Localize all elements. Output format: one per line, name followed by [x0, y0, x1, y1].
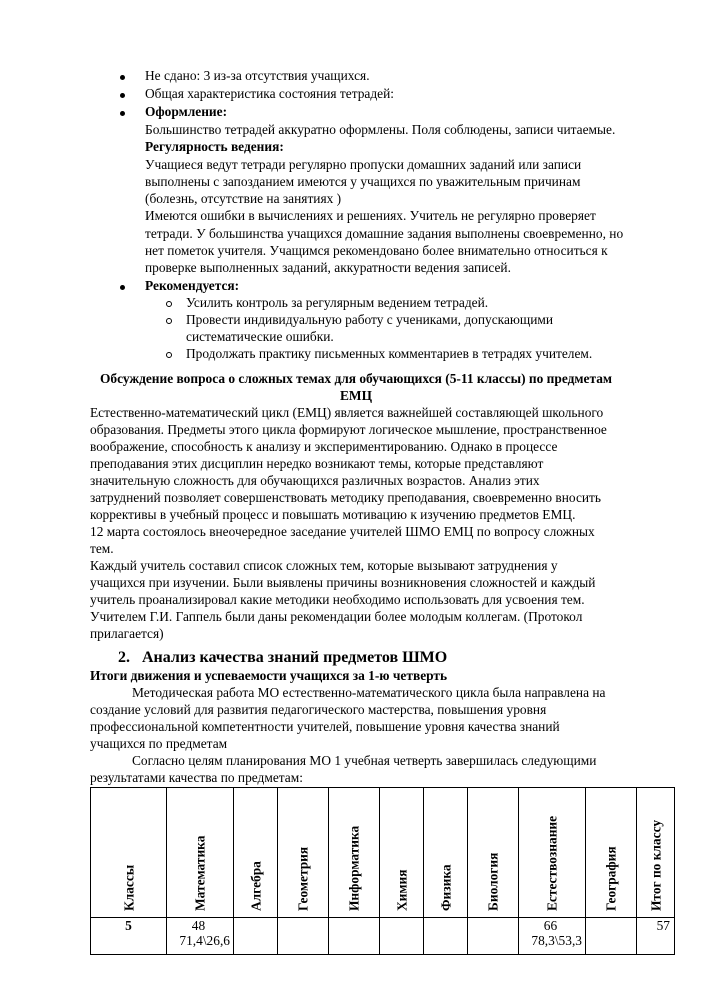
column-header: Геометрия — [278, 788, 329, 918]
regularity-line: тетради. У большинства учащихся домашние задания выполнены своевременно, но — [145, 226, 624, 241]
regularity-line: нет пометок учителя. Учащимся рекомендовано более внимательно относиться к — [145, 243, 608, 258]
column-header: Информатика — [329, 788, 380, 918]
discussion-heading: ЕМЦ — [340, 388, 372, 403]
regularity-line: проверке выполненных заданий, аккуратности ведения записей. — [145, 260, 511, 275]
discussion-line: учащихся при изучении. Были выявлены причины возникновения сложностей и каждый — [90, 575, 596, 590]
table-cell — [380, 918, 424, 955]
class-cell: 5 — [91, 918, 167, 955]
design-text: Большинство тетрадей аккуратно оформлены. Поля соблюдены, записи читаемые. — [145, 122, 616, 137]
regularity-title: Регулярность ведения: — [145, 139, 284, 154]
circle-bullet-icon — [166, 352, 172, 358]
total-cell: 57 — [637, 918, 675, 955]
bullet-icon — [120, 111, 125, 116]
bullet-icon — [120, 75, 125, 80]
table-cell — [586, 918, 637, 955]
table-header-row — [91, 788, 675, 918]
math-quality: 71,4\26,6 — [179, 933, 230, 948]
recommend-item: Продолжать практику письменных комментариев в тетрадях учителем. — [186, 346, 593, 361]
bullet-icon — [120, 93, 125, 98]
section-number: 2. — [118, 649, 130, 666]
column-header: Алгебра — [234, 788, 278, 918]
discussion-line: тем. — [90, 541, 114, 556]
discussion-line: Естественно-математический цикл (ЕМЦ) является важнейшей составляющей школьного — [90, 405, 604, 420]
bullet-icon — [120, 285, 125, 290]
nature-value: 66 — [543, 918, 558, 933]
table-cell — [424, 918, 468, 955]
table-cell — [278, 918, 329, 955]
bullet-text: Общая характеристика состояния тетрадей: — [145, 86, 395, 101]
paragraph-line: результатами качества по предметам: — [90, 770, 303, 785]
discussion-line: 12 марта состоялось внеочередное заседание учителей ШМО ЕМЦ по вопросу сложных — [90, 524, 595, 539]
nature-cell — [519, 918, 586, 955]
column-header: География — [586, 788, 637, 918]
design-title: Оформление: — [145, 104, 228, 119]
regularity-line: (болезнь, отсутствие на занятиях ) — [145, 191, 342, 206]
column-header: Математика — [167, 788, 234, 918]
table-cell — [234, 918, 278, 955]
recommend-title: Рекомендуется: — [145, 278, 240, 293]
discussion-line: прилагается) — [90, 626, 164, 641]
discussion-line: значительную сложность для обучающихся различных возрастов. Анализ этих — [90, 473, 540, 488]
discussion-line: Каждый учитель составил список сложных тем, которые вызывают затруднения у — [90, 558, 558, 573]
column-header: Естествознание — [519, 788, 586, 918]
paragraph-line: профессиональной компетентности учителей, повышение уровня качества знаний — [90, 719, 560, 734]
discussion-heading: Обсуждение вопроса о сложных темах для обучающихся (5-11 классы) по предметам — [99, 371, 613, 386]
recommend-item: систематические ошибки. — [186, 329, 334, 344]
recommend-item: Провести индивидуальную работу с учениками, допускающими — [186, 312, 554, 327]
discussion-line: преподавания этих дисциплин нередко возникают темы, которые представляют — [90, 456, 544, 471]
table-cell — [329, 918, 380, 955]
section-subtitle: Итоги движения и успеваемости учащихся за 1-ю четверть — [90, 668, 448, 683]
circle-bullet-icon — [166, 301, 172, 307]
discussion-line: коррективы в учебный процесс и повышать мотивацию к изучению предметов ЕМЦ. — [90, 507, 576, 522]
paragraph-line: создание условий для развития педагогического мастерства, повышения уровня — [90, 702, 547, 717]
discussion-line: образования. Предметы этого цикла формируют логическое мышление, пространственное — [90, 422, 607, 437]
paragraph-line: Методическая работа МО естественно-математического цикла была направлена на — [132, 685, 606, 700]
math-cell — [167, 918, 234, 955]
discussion-line: затруднений позволяет совершенствовать методику преподавания, своевременно вносить — [90, 490, 602, 505]
column-header: Биология — [468, 788, 519, 918]
quality-table — [90, 787, 675, 955]
table-row — [91, 918, 675, 955]
section-title: Анализ качества знаний предметов ШМО — [142, 649, 448, 666]
regularity-line: выполнены с запозданием имеются у учащихся по уважительным причинам — [145, 174, 581, 189]
paragraph-line: учащихся по предметам — [90, 736, 228, 751]
math-value: 48 — [191, 918, 206, 933]
discussion-line: Учителем Г.И. Гаппель были даны рекомендации более молодым коллегам. (Протокол — [90, 609, 583, 624]
paragraph-line: Согласно целям планирования МО 1 учебная четверть завершилась следующими — [132, 753, 597, 768]
regularity-line: Имеются ошибки в вычислениях и решениях. Учитель не регулярно проверяет — [145, 208, 596, 223]
nature-quality: 78,3\53,3 — [531, 933, 582, 948]
table-cell — [468, 918, 519, 955]
recommend-item: Усилить контроль за регулярным ведением тетрадей. — [186, 295, 489, 310]
discussion-line: учитель проанализировал какие методики необходимо использовать для усвоения тем. — [90, 592, 585, 607]
column-header: Классы — [91, 788, 167, 918]
column-header: Итог по классу — [637, 788, 675, 918]
discussion-line: воображение, способность к анализу и экспериментированию. Однако в процессе — [90, 439, 558, 454]
circle-bullet-icon — [166, 318, 172, 324]
bullet-text: Не сдано: 3 из-за отсутствия учащихся. — [145, 68, 370, 83]
regularity-line: Учащиеся ведут тетради регулярно пропуски домашних заданий или записи — [145, 157, 582, 172]
column-header: Химия — [380, 788, 424, 918]
column-header: Физика — [424, 788, 468, 918]
